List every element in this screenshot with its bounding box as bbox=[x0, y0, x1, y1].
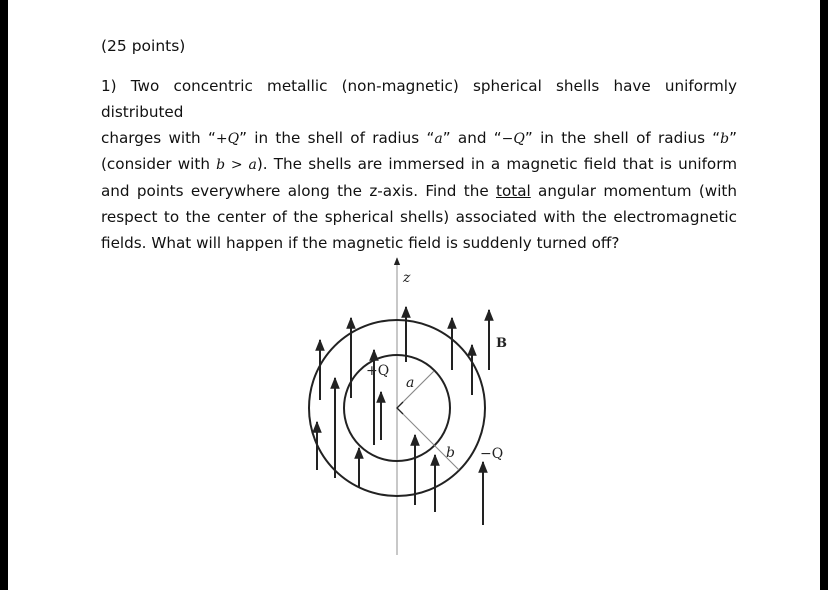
points-label: (25 points) bbox=[101, 37, 186, 55]
concentric-shells-figure bbox=[8, 0, 820, 590]
problem-line-1: 1) Two concentric metallic (non-magnetic) spherical shells have uniformly distributed bbox=[101, 77, 737, 121]
radius-b-label: b bbox=[446, 445, 455, 461]
document-page bbox=[8, 0, 820, 590]
problem-line-2: charges with “+Q” in the shell of radius “a” and “−Q” in the shell of radius “b” bbox=[101, 128, 738, 147]
problem-line-4: and points everywhere along the z-axis. Find the total angular momentum (with bbox=[101, 182, 737, 201]
problem-line-6: fields. What will happen if the magnetic field is suddenly turned off? bbox=[101, 233, 620, 252]
radius-a-symbol: a bbox=[434, 130, 443, 147]
problem-line-3: (consider with b > a). The shells are immersed in a magnetic field that is uniform bbox=[101, 155, 737, 174]
b-field-label: B bbox=[496, 336, 507, 351]
inner-charge-label: +Q bbox=[366, 363, 390, 379]
outer-charge-label: −Q bbox=[480, 446, 504, 462]
radius-condition: b > a bbox=[216, 157, 257, 174]
charge-minus-q: −Q bbox=[501, 130, 525, 147]
charge-plus-q: +Q bbox=[215, 130, 240, 147]
z-axis-label: z bbox=[403, 270, 411, 286]
problem-line-5: respect to the center of the spherical shells) associated with the electromagnetic bbox=[101, 207, 737, 226]
total-underlined: total bbox=[496, 182, 531, 201]
radius-a-label: a bbox=[406, 375, 415, 391]
center-tick bbox=[397, 402, 403, 414]
radius-b-symbol: b bbox=[720, 130, 730, 147]
